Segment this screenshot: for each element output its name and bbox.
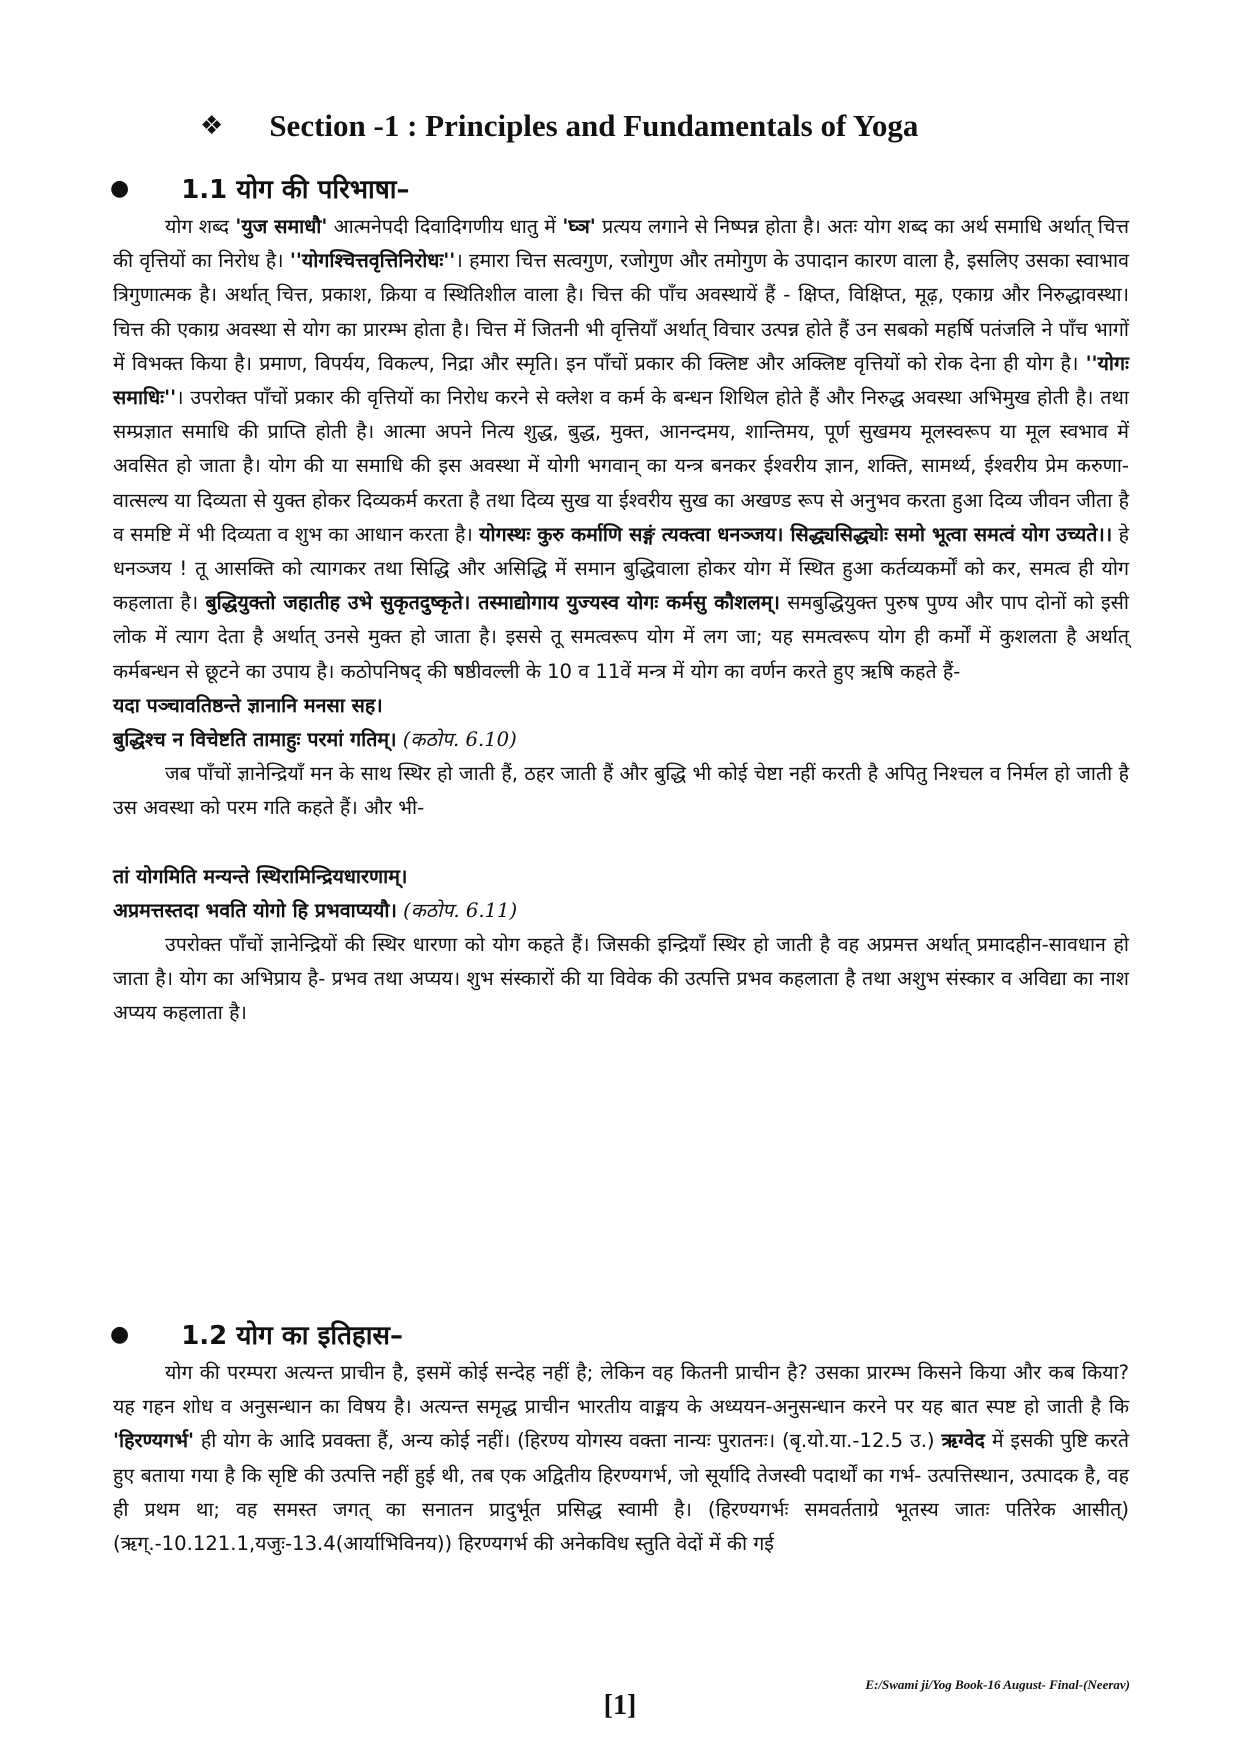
section-1-body — [113, 210, 1129, 1031]
verse-reference: (कठोप. 6.10) — [396, 728, 517, 752]
verse-kathopanishad-6-11 — [113, 860, 1129, 928]
section-2-body — [113, 1356, 1129, 1561]
heading-text: 1.2 योग का इतिहास– — [181, 1321, 404, 1351]
diamond-ornament-icon: ❖ — [200, 111, 224, 141]
page-number: [1] — [603, 1690, 637, 1721]
paragraph-verse-1-meaning: जब पाँचों ज्ञानेन्द्रियाँ मन के साथ स्थिर हो जाती हैं, ठहर जाती हैं और बुद्धि भी कोई चेष्टा नहीं करती है अपितु निश्चल व निर्मल हो जाती है उस अवस्था को परम गति कहते हैं। और भी- — [113, 762, 1129, 820]
verse-line: यदा पञ्चावतिष्ठन्ते ज्ञानानि मनसा सह। — [113, 693, 383, 717]
verse-reference: (कठोप. 6.11) — [396, 898, 518, 922]
bullet-icon: ● — [110, 1321, 130, 1347]
footer-file-path: E:/Swami ji/Yog Book-16 August- Final-(Neerav) — [865, 1677, 1130, 1692]
paragraph-history: योग की परम्परा अत्यन्त प्राचीन है, इसमें कोई सन्देह नहीं है; लेकिन वह कितनी प्राचीन है? उसका प्रारम्भ किसने किया और कब किया? यह गहन शोध व अनुसन्धान का विषय है। अत्यन्त समृद्ध प्राचीन भारतीय वाङ्मय के अध्ययन-अनुसन्धान करने पर यह बात स्पष्ट हो जाती है कि 'हिरण्यगर्भ' ही योग के आदि प्रवक्ता हैं, अन्य कोई नहीं। (हिरण्य योगस्य वक्ता नान्यः पुरातनः। (बृ.यो.या.-12.5 उ.) ऋग्वेद में इसकी पुष्टि करते हुए बताया गया है कि सृष्टि की उत्पत्ति नहीं हुई थी, तब एक अद्वितीय हिरण्यगर्भ, जो सूर्यादि तेजस्वी पदार्थों का गर्भ- उत्पत्तिस्थान, उत्पादक है, वह ही प्रथम था; वह समस्त जगत् का सनातन प्रादुर्भूत प्रसिद्ध स्वामी है। (हिरण्यगर्भः समवर्तताग्रे भूतस्य जातः पतिरेक आसीत्)(ऋग्.-10.121.1,यजुः-13.4(आर्याभिविनय)) हिरण्यगर्भ की अनेकविध स्तुति वेदों में की गई — [113, 1361, 1129, 1556]
paragraph-verse-2-meaning: उपरोक्त पाँचों ज्ञानेन्द्रियों की स्थिर धारणा को योग कहते हैं। जिसकी इन्द्रियाँ स्थिर हो जाती है वह अप्रमत्त अर्थात् प्रमादहीन-सावधान हो जाता है। योग का अभिप्राय है- प्रभव तथा अप्यय। शुभ संस्कारों की या विवेक की उत्पत्ति प्रभव कहलाता है तथा अशुभ संस्कार व अविद्या का नाश अप्यय कहलाता है। — [113, 933, 1129, 1025]
section-title-text: Section -1 : Principles and Fundamentals of Yoga — [269, 108, 919, 143]
verse-line: अप्रमत्तस्तदा भवति योगो हि प्रभवाप्ययौ। (कठोप. 6.11) — [113, 898, 518, 922]
heading-text: 1.1 योग की परिभाषा– — [181, 175, 410, 205]
heading-yoga-definition — [110, 170, 1130, 206]
verse-line: तां योगमिति मन्यन्ते स्थिरामिन्द्रियधारणाम्। — [113, 864, 408, 888]
heading-yoga-history — [110, 1316, 1130, 1352]
verse-line: बुद्धिश्च न विचेष्टति तामाहुः परमां गतिम्। (कठोप. 6.10) — [113, 728, 517, 752]
bullet-icon: ● — [110, 175, 130, 201]
paragraph-definition: योग शब्द 'युज समाधौ' आत्मनेपदी दिवादिगणीय धातु में 'घ्ञ' प्रत्यय लगाने से निष्पन्न होता है। अतः योग शब्द का अर्थ समाधि अर्थात् चित्त की वृत्तियों का निरोध है। ''योगश्चित्तवृत्तिनिरोधः''। हमारा चित्त सत्वगुण, रजोगुण और तमोगुण के उपादान कारण वाला है, इसलिए उसका स्वाभाव त्रिगुणात्मक है। अर्थात् चित्त, प्रकाश, क्रिया व स्थितिशील वाला है। चित्त की पाँच अवस्थायें हैं - क्षिप्त, विक्षिप्त, मूढ़, एकाग्र और निरुद्धावस्था। चित्त की एकाग्र अवस्था से योग का प्रारम्भ होता है। चित्त में जितनी भी वृत्तियाँ अर्थात् विचार उत्पन्न होते हैं उन सबको महर्षि पतंजलि ने पाँच भागों में विभक्त किया है। प्रमाण, विपर्यय, विकल्प, निद्रा और स्मृति। इन पाँचों प्रकार की क्लिष्ट और अक्लिष्ट वृत्तियों को रोक देना ही योग है। ''योगः समाधिः''। उपरोक्त पाँचों प्रकार की वृत्तियों का निरोध करने से क्लेश व कर्म के बन्धन शिथिल होते हैं और निरुद्ध अवस्था अभिमुख होती है। तथा सम्प्रज्ञात समाधि की प्राप्ति होती है। आत्मा अपने नित्य शुद्ध, बुद्ध, मुक्त, आनन्दमय, शान्तिमय, पूर्ण सुखमय मूलस्वरूप या मूल स्वभाव में अवसित हो जाता है। योग की या समाधि की इस अवस्था में योगी भगवान् का यन्त्र बनकर ईश्वरीय ज्ञान, शक्ति, सामर्थ्य, ईश्वरीय प्रेम करुणा-वात्सल्य या दिव्यता से युक्त होकर दिव्यकर्म करता है तथा दिव्य सुख या ईश्वरीय सुख का अखण्ड रूप से अनुभव करता हुआ दिव्य जीवन जीता है व समष्टि में भी दिव्यता व शुभ का आधान करता है। योगस्थः कुरु कर्माणि सङ्गं त्यक्त्वा धनञ्जय। सिद्ध्यसिद्ध्योः समो भूत्वा समत्वं योग उच्यते।। हे धनञ्जय ! तू आसक्ति को त्यागकर तथा सिद्धि और असिद्धि में समान बुद्धिवाला होकर योग में स्थित हुआ कर्तव्यकर्मों को कर, समत्व ही योग कहलाता है। बुद्धियुक्तो जहातीह उभे सुकृतदुष्कृते। तस्माद्योगाय युज्यस्व योगः कर्मसु कौशलम्। समबुद्धियुक्त पुरुष पुण्य और पाप दोनों को इसी लोक में त्याग देता है अर्थात् उनसे मुक्त हो जाता है। इससे तू समत्वरूप योग में लग जा; यह समत्वरूप योग ही कर्मों में कुशलता है अर्थात् कर्मबन्धन से छूटने का उपाय है। कठोपनिषद् की षष्ठीवल्ली के 10 व 11वें मन्त्र में योग का वर्णन करते हुए ऋषि कहते हैं- — [113, 215, 1130, 683]
verse-kathopanishad-6-10 — [113, 689, 1129, 757]
section-title — [200, 108, 1100, 144]
